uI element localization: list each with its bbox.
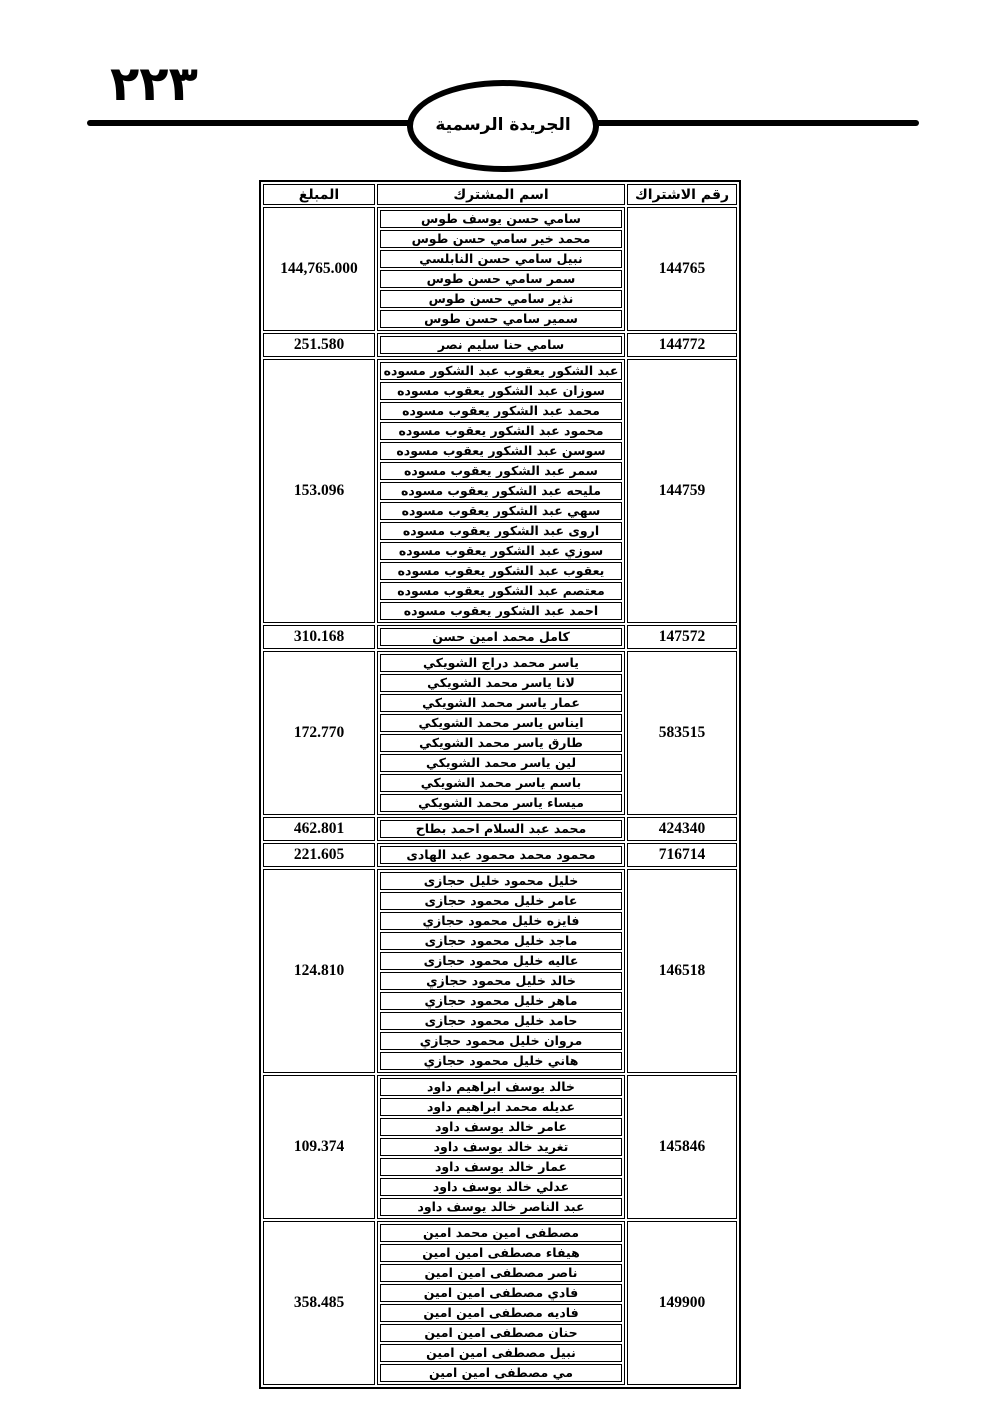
subscriber-name-box: محمود محمد محمود عبد الهادى xyxy=(380,846,622,864)
subscriber-name-box: هاني خليل محمود حجازي xyxy=(380,1052,622,1070)
subscriber-name-box: سامي حنا سليم نصر xyxy=(380,336,622,354)
subscription-number-cell: 424340 xyxy=(627,817,737,841)
subscriber-names-cell xyxy=(377,625,625,649)
subscriber-group-row xyxy=(263,625,737,649)
subscription-number-cell: 149900 xyxy=(627,1221,737,1385)
subscriber-name-box: حنان مصطفى امين امين xyxy=(380,1324,622,1342)
amount-cell: 310.168 xyxy=(263,625,375,649)
subscribers-table-body xyxy=(263,207,737,1385)
subscriber-name-box: خالد يوسف ابراهيم داود xyxy=(380,1078,622,1096)
subscriber-name-box: نبيل سامي حسن النابلسي xyxy=(380,250,622,268)
column-header-subscription-number: رقم الاشتراك xyxy=(627,184,737,205)
subscriber-names-cell xyxy=(377,207,625,331)
subscriber-names-cell xyxy=(377,333,625,357)
subscriber-name-box: سوسن عبد الشكور يعقوب مسوده xyxy=(380,442,622,460)
subscription-number-cell: 144759 xyxy=(627,359,737,623)
subscriber-names-stack xyxy=(378,334,624,356)
subscriber-name-box: اروى عبد الشكور يعقوب مسوده xyxy=(380,522,622,540)
amount-cell: 109.374 xyxy=(263,1075,375,1219)
subscriber-names-stack xyxy=(378,1222,624,1384)
subscribers-table-wrap xyxy=(259,180,741,1389)
amount-cell: 251.580 xyxy=(263,333,375,357)
subscriber-name-box: هيفاء مصطفى امين امين xyxy=(380,1244,622,1262)
subscription-number-cell: 144772 xyxy=(627,333,737,357)
amount-cell: 124.810 xyxy=(263,869,375,1073)
subscriber-names-cell xyxy=(377,359,625,623)
subscriber-name-box: عدلي خالد يوسف داود xyxy=(380,1178,622,1196)
subscriber-name-box: محمود عبد الشكور يعقوب مسوده xyxy=(380,422,622,440)
amount-cell: 153.096 xyxy=(263,359,375,623)
amount-cell: 172.770 xyxy=(263,651,375,815)
subscriber-name-box: نذير سامي حسن طوس xyxy=(380,290,622,308)
subscriber-name-box: فادي مصطفى امين امين xyxy=(380,1284,622,1302)
subscriber-name-box: فايزه خليل محمود حجازي xyxy=(380,912,622,930)
subscriber-name-box: مصطفى امين محمد امين xyxy=(380,1224,622,1242)
subscriber-name-box: سوزان عبد الشكور يعقوب مسوده xyxy=(380,382,622,400)
subscriber-names-cell xyxy=(377,1075,625,1219)
subscriber-name-box: ايناس ياسر محمد الشويكي xyxy=(380,714,622,732)
subscriber-names-stack xyxy=(378,652,624,814)
subscriber-name-box: سمير سامي حسن طوس xyxy=(380,310,622,328)
subscriber-name-box: لانا ياسر محمد الشويكي xyxy=(380,674,622,692)
subscription-number-cell: 145846 xyxy=(627,1075,737,1219)
subscriber-names-cell xyxy=(377,651,625,815)
subscription-number-cell: 147572 xyxy=(627,625,737,649)
subscriber-name-box: تغريد خالد يوسف داود xyxy=(380,1138,622,1156)
subscriber-group-row xyxy=(263,869,737,1073)
subscriber-name-box: معتصم عبد الشكور يعقوب مسوده xyxy=(380,582,622,600)
subscriber-group-row xyxy=(263,1221,737,1385)
subscriber-name-box: عبد الشكور يعقوب عبد الشكور مسوده xyxy=(380,362,622,380)
subscription-number-cell: 146518 xyxy=(627,869,737,1073)
subscriber-name-box: ميساء ياسر محمد الشويكي xyxy=(380,794,622,812)
subscriber-name-box: ماهر خليل محمود حجازي xyxy=(380,992,622,1010)
subscriber-name-box: ماجد خليل محمود حجازى xyxy=(380,932,622,950)
page-number: ٢٢٣ xyxy=(110,56,198,112)
subscriber-name-box: نبيل مصطفى امين امين xyxy=(380,1344,622,1362)
subscriber-names-stack xyxy=(378,626,624,648)
subscriber-name-box: محمد خير سامي حسن طوس xyxy=(380,230,622,248)
subscriber-group-row xyxy=(263,1075,737,1219)
subscriber-name-box: حامد خليل محمود حجازى xyxy=(380,1012,622,1030)
amount-cell: 221.605 xyxy=(263,843,375,867)
subscriber-name-box: طارق ياسر محمد الشويكي xyxy=(380,734,622,752)
subscriber-group-row xyxy=(263,817,737,841)
subscriber-name-box: كامل محمد امين حسن xyxy=(380,628,622,646)
subscription-number-cell: 716714 xyxy=(627,843,737,867)
subscriber-name-box: خليل محمود خليل حجازى xyxy=(380,872,622,890)
subscriber-name-box: عديله محمد ابراهيم داود xyxy=(380,1098,622,1116)
subscriber-name-box: باسم ياسر محمد الشويكي xyxy=(380,774,622,792)
subscriber-name-box: لين ياسر محمد الشويكي xyxy=(380,754,622,772)
subscriber-name-box: عامر خليل محمود حجازى xyxy=(380,892,622,910)
subscriber-name-box: سمر عبد الشكور يعقوب مسوده xyxy=(380,462,622,480)
subscriber-group-row xyxy=(263,651,737,815)
subscriber-name-box: سامي حسن يوسف طوس xyxy=(380,210,622,228)
subscriber-group-row xyxy=(263,359,737,623)
subscriber-name-box: عمار خالد يوسف داود xyxy=(380,1158,622,1176)
subscriber-name-box: يعقوب عبد الشكور يعقوب مسوده xyxy=(380,562,622,580)
subscriber-names-cell xyxy=(377,817,625,841)
subscribers-table xyxy=(259,180,741,1389)
gazette-banner-ellipse xyxy=(407,80,599,172)
column-header-amount: المبلغ xyxy=(263,184,375,205)
subscriber-name-box: خالد خليل محمود حجازي xyxy=(380,972,622,990)
subscription-number-cell: 583515 xyxy=(627,651,737,815)
subscriber-group-row xyxy=(263,843,737,867)
subscriber-name-box: سوزي عبد الشكور يعقوب مسوده xyxy=(380,542,622,560)
amount-cell: 358.485 xyxy=(263,1221,375,1385)
subscriber-names-stack xyxy=(378,844,624,866)
amount-cell: 462.801 xyxy=(263,817,375,841)
column-header-subscriber-name: اسم المشترك xyxy=(377,184,625,205)
subscriber-name-box: ناصر مصطفى امين امين xyxy=(380,1264,622,1282)
subscriber-name-box: عاليه خليل محمود حجازى xyxy=(380,952,622,970)
subscriber-names-cell xyxy=(377,869,625,1073)
subscriber-names-stack xyxy=(378,208,624,330)
subscriber-names-stack xyxy=(378,818,624,840)
amount-cell: 144,765.000 xyxy=(263,207,375,331)
subscriber-name-box: عبد الناصر خالد يوسف داود xyxy=(380,1198,622,1216)
subscriber-name-box: محمد عبد السلام احمد بطاح xyxy=(380,820,622,838)
subscriber-group-row xyxy=(263,207,737,331)
subscriber-name-box: عامر خالد يوسف داود xyxy=(380,1118,622,1136)
subscriber-name-box: احمد عبد الشكور يعقوب مسوده xyxy=(380,602,622,620)
subscriber-name-box: عمار ياسر محمد الشويكي xyxy=(380,694,622,712)
subscriber-name-box: محمد عبد الشكور يعقوب مسوده xyxy=(380,402,622,420)
subscriber-name-box: مليحه عبد الشكور يعقوب مسوده xyxy=(380,482,622,500)
table-header-row xyxy=(263,184,737,205)
subscriber-names-cell xyxy=(377,1221,625,1385)
subscriber-names-stack xyxy=(378,870,624,1072)
subscriber-name-box: مي مصطفى امين امين xyxy=(380,1364,622,1382)
subscriber-group-row xyxy=(263,333,737,357)
subscriber-name-box: مروان خليل محمود حجازي xyxy=(380,1032,622,1050)
subscriber-names-stack xyxy=(378,360,624,622)
gazette-title: الجريدة الرسمية xyxy=(435,115,571,135)
subscriber-names-stack xyxy=(378,1076,624,1218)
subscriber-name-box: سهي عبد الشكور يعقوب مسوده xyxy=(380,502,622,520)
subscriber-names-cell xyxy=(377,843,625,867)
subscriber-name-box: فاديه مصطفى امين امين xyxy=(380,1304,622,1322)
subscriber-name-box: سمر سامي حسن طوس xyxy=(380,270,622,288)
subscriber-name-box: ياسر محمد دراج الشويكي xyxy=(380,654,622,672)
subscription-number-cell: 144765 xyxy=(627,207,737,331)
